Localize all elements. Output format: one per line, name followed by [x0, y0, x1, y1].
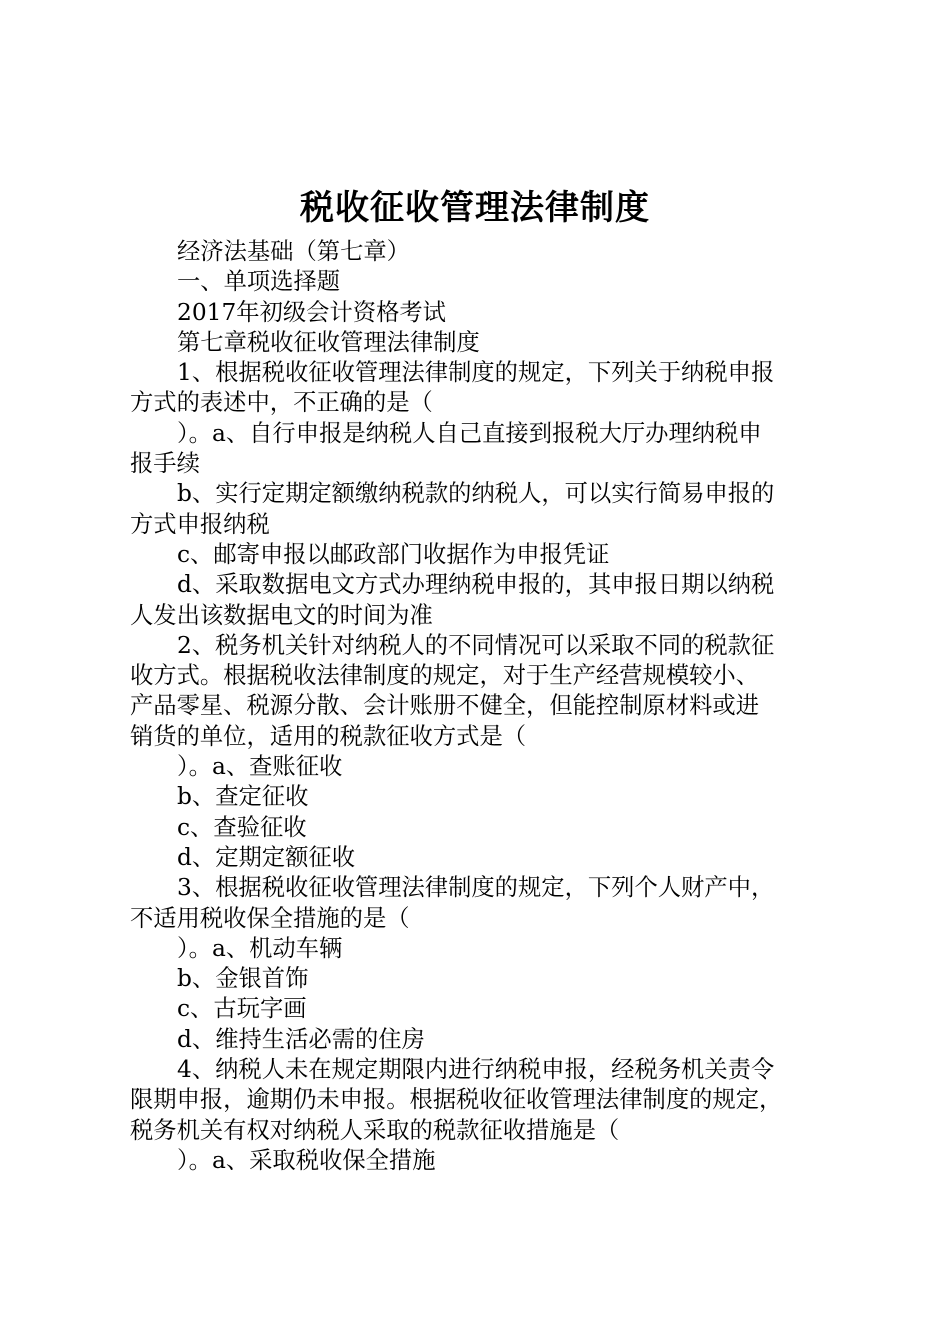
text-line: c、古玩字画 — [177, 995, 307, 1023]
text-line: 人发出该数据电文的时间为准 — [130, 601, 433, 629]
text-line: 经济法基础（第七章） — [177, 238, 410, 265]
document-body — [130, 237, 830, 1176]
text-line: ）。a、采取税收保全措施 — [177, 1146, 436, 1174]
text-line: b、实行定期定额缴纳税款的纳税人，可以实行简易申报的 — [177, 480, 775, 508]
text-line: d、采取数据电文方式办理纳税申报的，其申报日期以纳税 — [177, 571, 775, 599]
text-line: ）。a、机动车辆 — [177, 934, 343, 962]
text-line: d、维持生活必需的住房 — [177, 1025, 425, 1053]
text-line: 限期申报，逾期仍未申报。根据税收征收管理法律制度的规定， — [130, 1086, 783, 1114]
text-line: 4、纳税人未在规定期限内进行纳税申报，经税务机关责令 — [177, 1056, 775, 1084]
text-line: 不适用税收保全措施的是（ — [130, 904, 410, 932]
text-line: 产品零星、税源分散、会计账册不健全，但能控制原材料或进 — [130, 692, 760, 720]
text-line: 2、税务机关针对纳税人的不同情况可以采取不同的税款征 — [177, 631, 775, 659]
text-line: 收方式。根据税收法律制度的规定，对于生产经营规模较小、 — [130, 662, 760, 690]
text-line: 方式申报纳税 — [130, 510, 270, 538]
text-line: 方式的表述中，不正确的是（ — [130, 389, 433, 417]
text-line: 一、单项选择题 — [177, 268, 341, 296]
text-line: d、定期定额征收 — [177, 843, 355, 871]
text-line: b、查定征收 — [177, 783, 309, 811]
text-line: 销货的单位，适用的税款征收方式是（ — [130, 722, 527, 750]
document-title: 税收征收管理法律制度 — [300, 188, 650, 228]
text-line: b、金银首饰 — [177, 965, 309, 993]
text-line: c、邮寄申报以邮政部门收据作为申报凭证 — [177, 540, 610, 568]
text-line: 3、根据税收征收管理法律制度的规定，下列个人财产中， — [177, 874, 775, 902]
text-line: ）。a、自行申报是纳税人自己直接到报税大厅办理纳税申 — [177, 419, 762, 447]
text-line: ）。a、查账征收 — [177, 753, 343, 781]
text-line: 第七章税收征收管理法律制度 — [177, 328, 480, 356]
text-line: 税务机关有权对纳税人采取的税款征收措施是（ — [130, 1116, 620, 1144]
text-line: 2017年初级会计资格考试 — [177, 298, 446, 326]
text-line: c、查验征收 — [177, 813, 307, 841]
text-line: 1、根据税收征收管理法律制度的规定，下列关于纳税申报 — [177, 359, 775, 387]
text-line: 报手续 — [130, 450, 200, 478]
